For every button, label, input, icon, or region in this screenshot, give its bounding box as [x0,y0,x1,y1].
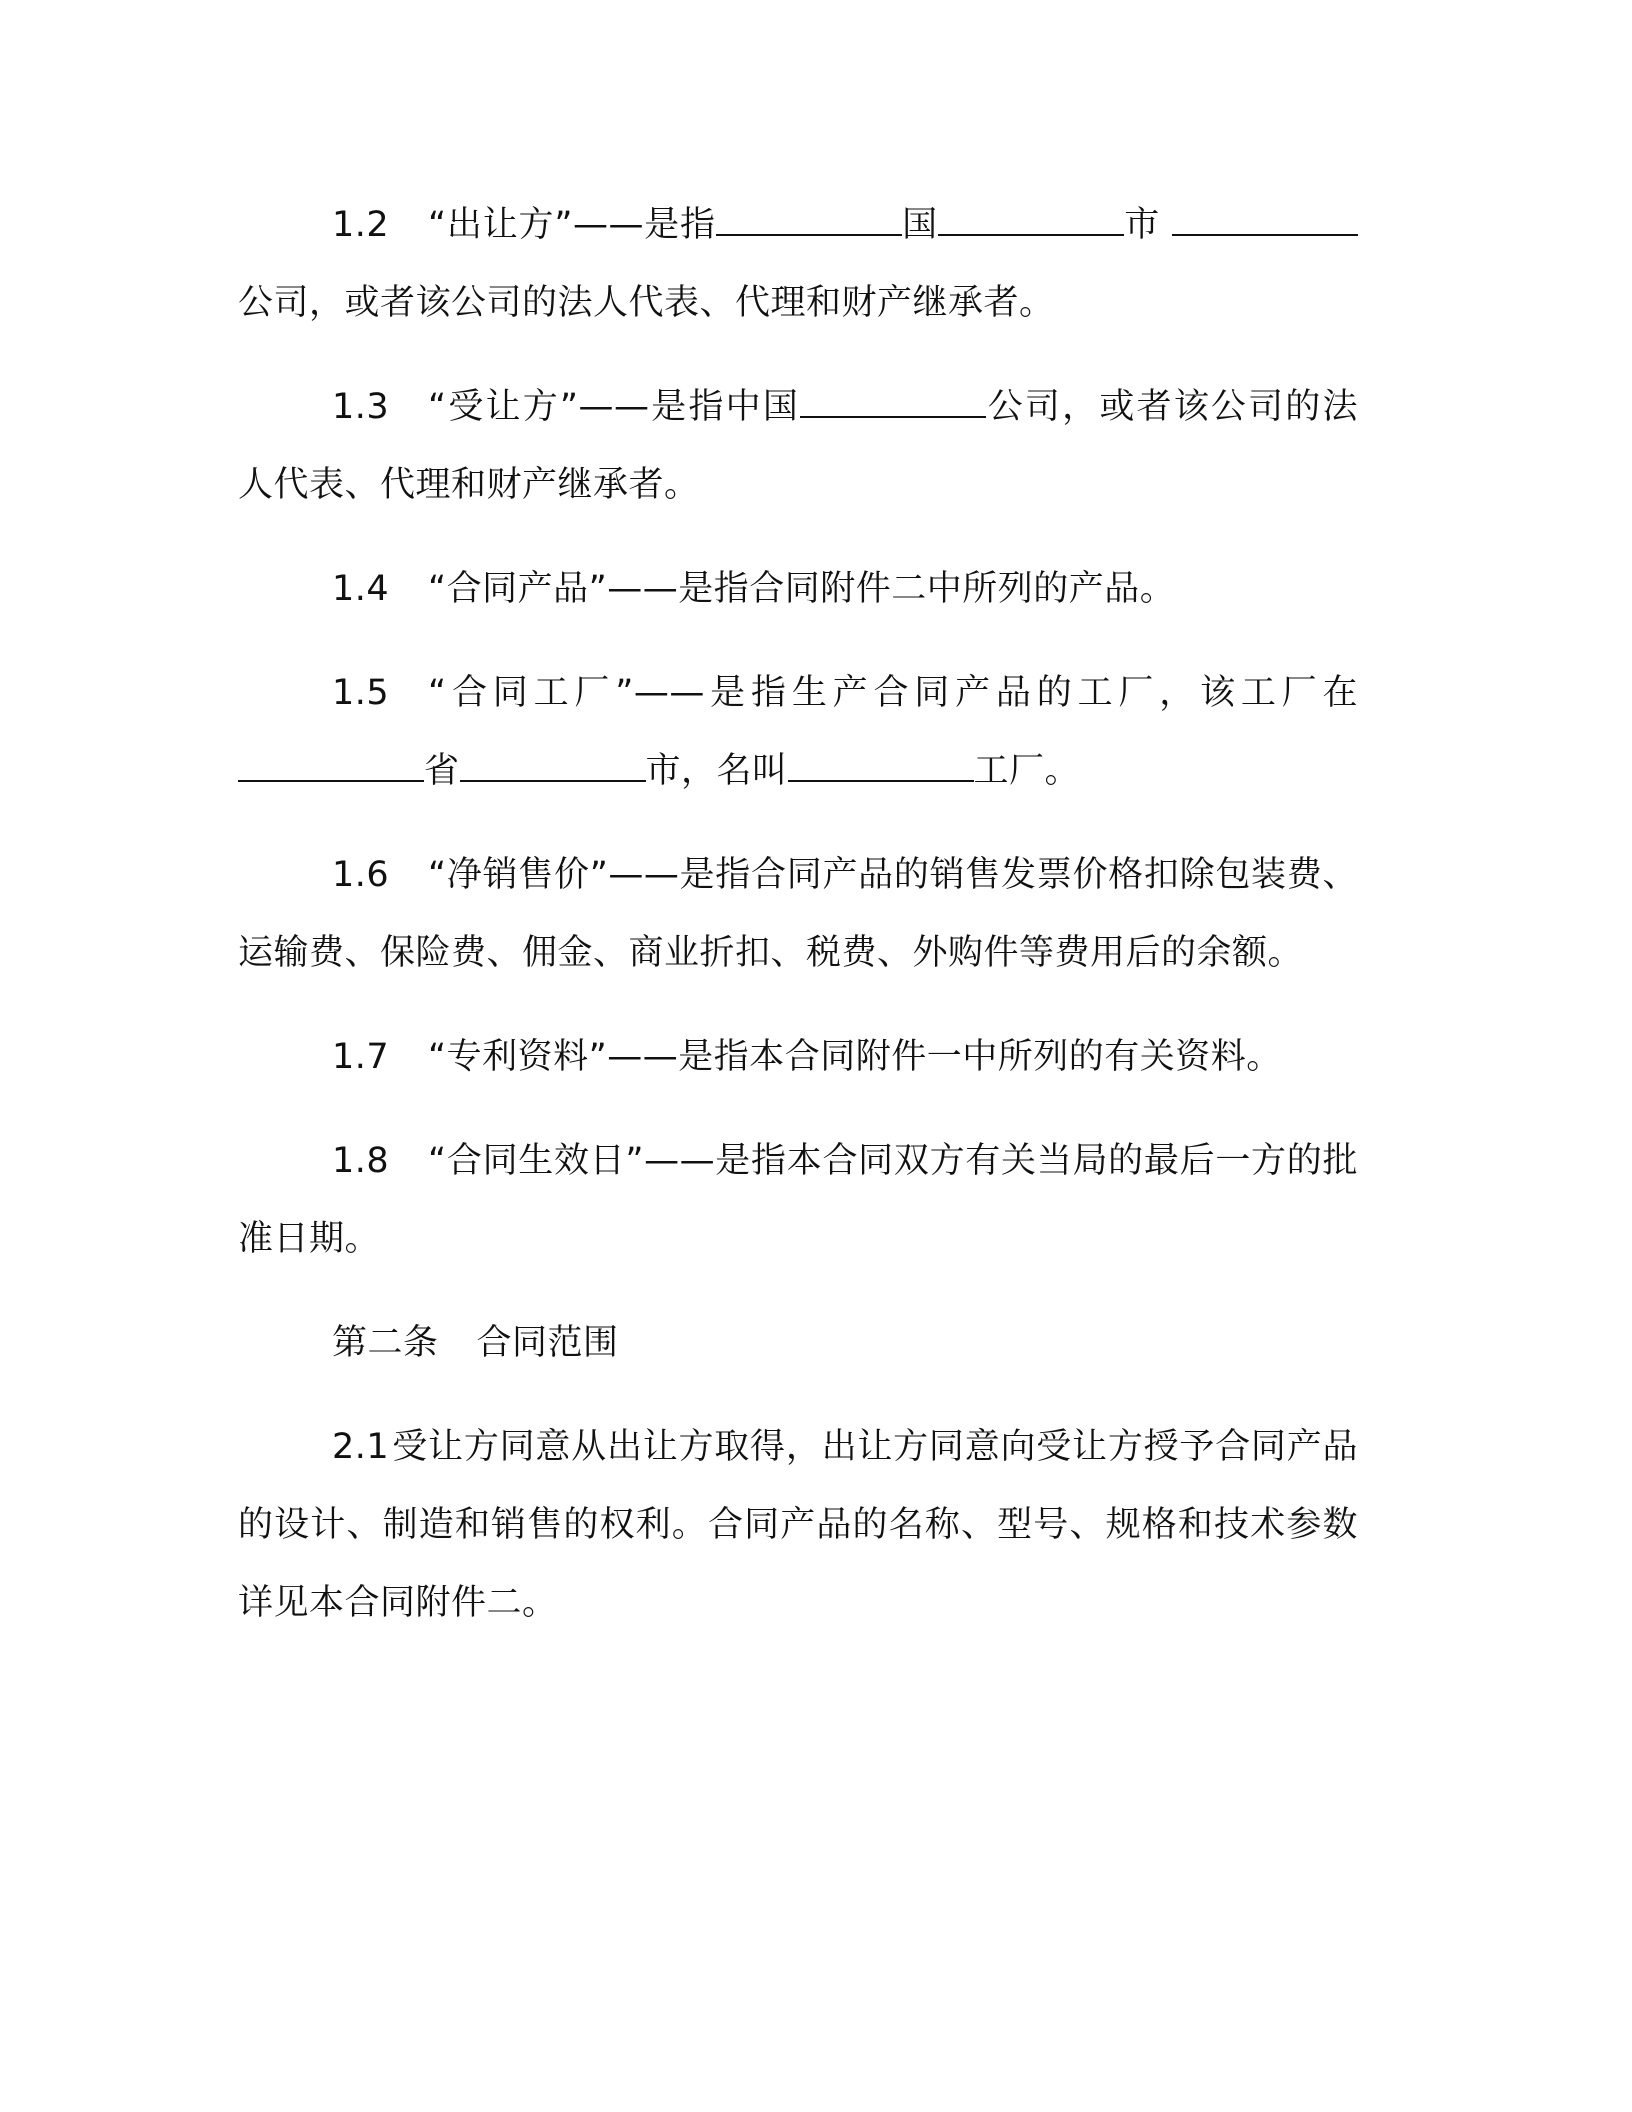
section-title: 合同范围 [476,1323,619,1363]
clause-number: 2.1 [332,1427,390,1467]
clause-text: “合同工厂”——是指生产合同产品的工厂，该工厂在 [428,673,1358,713]
fill-blank[interactable] [1172,204,1358,236]
clause-1-6 [238,836,1358,992]
clause-text: 省 [424,751,460,791]
clause-text: 受让方同意从出让方取得，出让方同意向受让方授予合同产品的设计、制造和销售的权利。合同产品的名称、型号、规格和技术参数详见本合同附件二。 [238,1427,1358,1623]
section-heading [238,1304,1358,1382]
clause-text: 公司，或者该公司的法人代表、代理和财产继承者。 [238,283,1055,323]
clause-text: 工厂。 [973,751,1081,791]
fill-blank[interactable] [938,204,1124,236]
clause-text: “净销售价”——是指合同产品的销售发票价格扣除包装费、运输费、保险费、佣金、商业折扣、税费、外购件等费用后的余额。 [238,855,1358,973]
clause-text: “合同产品”——是指合同附件二中所列的产品。 [428,569,1176,609]
clause-number: 1.6 [332,855,390,895]
clause-text: 市 [1123,205,1161,245]
clause-number: 1.5 [332,673,390,713]
clause-text: “出让方”——是指 [428,205,716,245]
clause-number: 1.7 [332,1037,390,1077]
document-body [238,186,1358,1668]
clause-text: “专利资料”——是指本合同附件一中所列的有关资料。 [428,1037,1282,1077]
clause-1-2 [238,186,1358,342]
clause-1-7 [238,1018,1358,1096]
section-label: 第二条 [332,1323,439,1363]
clause-text: “受让方”——是指中国 [428,387,801,427]
fill-blank[interactable] [238,750,424,782]
clause-2-1 [238,1408,1358,1642]
clause-text: 公司，或者该公司的法人代表、代理和财产继承者。 [238,387,1358,505]
clause-1-8 [238,1122,1358,1278]
clause-text: 市，名叫 [645,751,788,791]
clause-number: 1.4 [332,569,390,609]
clause-1-3 [238,368,1358,524]
clause-number: 1.8 [332,1141,390,1181]
clause-1-5 [238,654,1358,810]
fill-blank[interactable] [788,750,974,782]
clause-text: 国 [901,205,938,245]
clause-number: 1.2 [332,205,390,245]
fill-blank[interactable] [800,386,986,418]
fill-blank[interactable] [716,204,902,236]
clause-text: “合同生效日”——是指本合同双方有关当局的最后一方的批准日期。 [238,1141,1358,1259]
clause-number: 1.3 [332,387,390,427]
clause-1-4 [238,550,1358,628]
fill-blank[interactable] [460,750,646,782]
